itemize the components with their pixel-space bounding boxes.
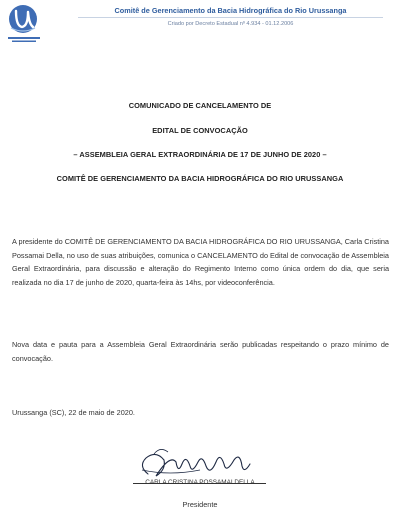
signatory-name: CARLA CRISTINA POSSAMAI DELLA <box>145 479 255 486</box>
heading-line-2: EDITAL DE CONVOCAÇÃO <box>152 126 248 135</box>
place-and-date: Urussanga (SC), 22 de maio de 2020. <box>12 408 135 417</box>
signatory-role: Presidente <box>182 500 218 509</box>
committee-logo <box>6 4 42 44</box>
body-paragraph-2: Nova data e pauta para a Assembleia Geral Extraordinária serão publicadas respeitando o prazo mínimo de convocação. <box>12 340 389 363</box>
body-paragraph-1: A presidente do COMITÊ DE GERENCIAMENTO DA BACIA HIDROGRÁFICA DO RIO URUSSANGA, Carla Cristina Possamai Della, no uso de suas atribuições, comunica o CANCELAMENTO do Edital de convocação de Assembleia Geral Extraordinária, para discussão e alteração do Regimento Interno como única ordem do dia, que seria realizada no dia 17 de junho de 2020, quarta-feira às 14hs, por videoconferência. <box>12 237 389 287</box>
organization-subtitle: Criado por Decreto Estadual nº 4.934 - 01.12.2006 <box>167 21 294 27</box>
heading-line-3: – ASSEMBLEIA GERAL EXTRAORDINÁRIA DE 17 DE JUNHO DE 2020 – <box>73 150 327 159</box>
heading-line-1: COMUNICADO DE CANCELAMENTO DE <box>128 101 272 110</box>
organization-title: Comitê de Gerenciamento da Bacia Hidrográfica do Rio Urussanga <box>114 6 347 15</box>
heading-line-4: COMITÊ DE GERENCIAMENTO DA BACIA HIDROGRÁFICA DO RIO URUSSANGA <box>56 174 344 183</box>
header-divider <box>78 17 383 18</box>
